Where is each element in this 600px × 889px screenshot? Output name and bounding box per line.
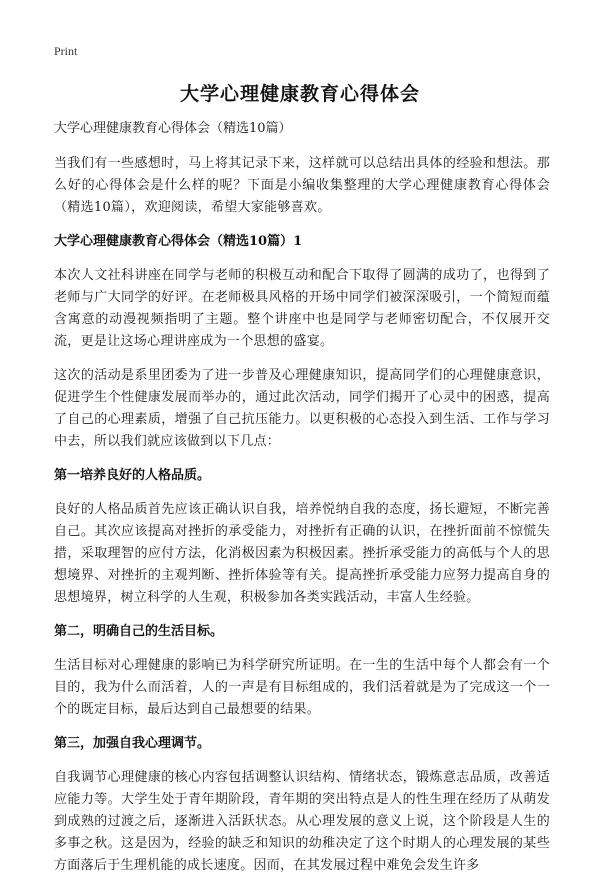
section-heading: 大学心理健康教育心得体会（精选10篇）1 bbox=[54, 234, 303, 249]
paragraph-2: 这次的活动是系里团委为了进一步普及心理健康知识，提高同学们的心理健康意识，促进学生个性健康发展而举办的，通过此次活动，同学们揭开了心灵中的困惑，提高了自己的心理素质，增强了自己抗压能力。以更积极的心态投入到生活、工作与学习中去，所以我们就应该做到以下几点： bbox=[54, 368, 550, 449]
article-subtitle: 大学心理健康教育心得体会（精选10篇） bbox=[54, 121, 292, 136]
intro-paragraph: 当我们有一些感想时，马上将其记录下来，这样就可以总结出具体的经验和想法。那么好的心得体会是什么样的呢？下面是小编收集整理的大学心理健康教育心得体会（精选10篇），欢迎阅读，希望大家能够喜欢。 bbox=[54, 156, 550, 215]
heading-self-regulation: 第三，加强自我心理调节。 bbox=[54, 736, 211, 751]
paragraph-1: 本次人文社科讲座在同学与老师的积极互动和配合下取得了圆满的成功了，也得到了老师与广大同学的好评。在老师极具风格的开场中同学们被深深吸引，一个简短而蕴含寓意的动漫视频指明了主题。整个讲座中也是同学与老师密切配合，不仅展开交流，更是让这场心理讲座成为一个思想的盛宴。 bbox=[54, 268, 550, 349]
page-title: 大学心理健康教育心得体会 bbox=[179, 83, 420, 105]
print-link[interactable]: Print bbox=[54, 44, 78, 58]
paragraph-3: 良好的人格品质首先应该正确认识自我，培养悦纳自我的态度，扬长避短，不断完善自己。其次应该提高对挫折的承受能力，对挫折有正确的认识，在挫折面前不惊慌失措，采取理智的应付方法，化消极因素为积极因素。挫折承受能力的高低与个人的思想境界、对挫折的主观判断、挫折体验等有关。提高挫折承受能力应努力提高自身的思想境界，树立科学的人生观，积极参加各类实践活动，丰富人生经验。 bbox=[54, 502, 550, 605]
article-body bbox=[54, 119, 550, 889]
heading-personality: 第一培养良好的人格品质。 bbox=[54, 468, 211, 483]
paragraph-5: 自我调节心理健康的核心内容包括调整认识结构、情绪状态，锻炼意志品质，改善适应能力等。大学生处于青年期阶段，青年期的突出特点是人的性生理在经历了从萌发到成熟的过渡之后，逐渐进入活跃状态。从心理发展的意义上说，这个阶段是人生的多事之秋。这是因为，经验的缺乏和知识的幼稚决定了这个时期人的心理发展的某些方面落后于生理机能的成长速度。因而，在其发展过程中难免会发生许多 bbox=[54, 770, 550, 873]
paragraph-4: 生活目标对心理健康的影响已为科学研究所证明。在一生的生活中每个人都会有一个目的，我为什么而活着，人的一声是有目标组成的，我们活着就是为了完成这一个一个的既定目标，最后达到自己最想要的结果。 bbox=[54, 658, 550, 717]
heading-life-goals: 第二，明确自己的生活目标。 bbox=[54, 624, 224, 639]
